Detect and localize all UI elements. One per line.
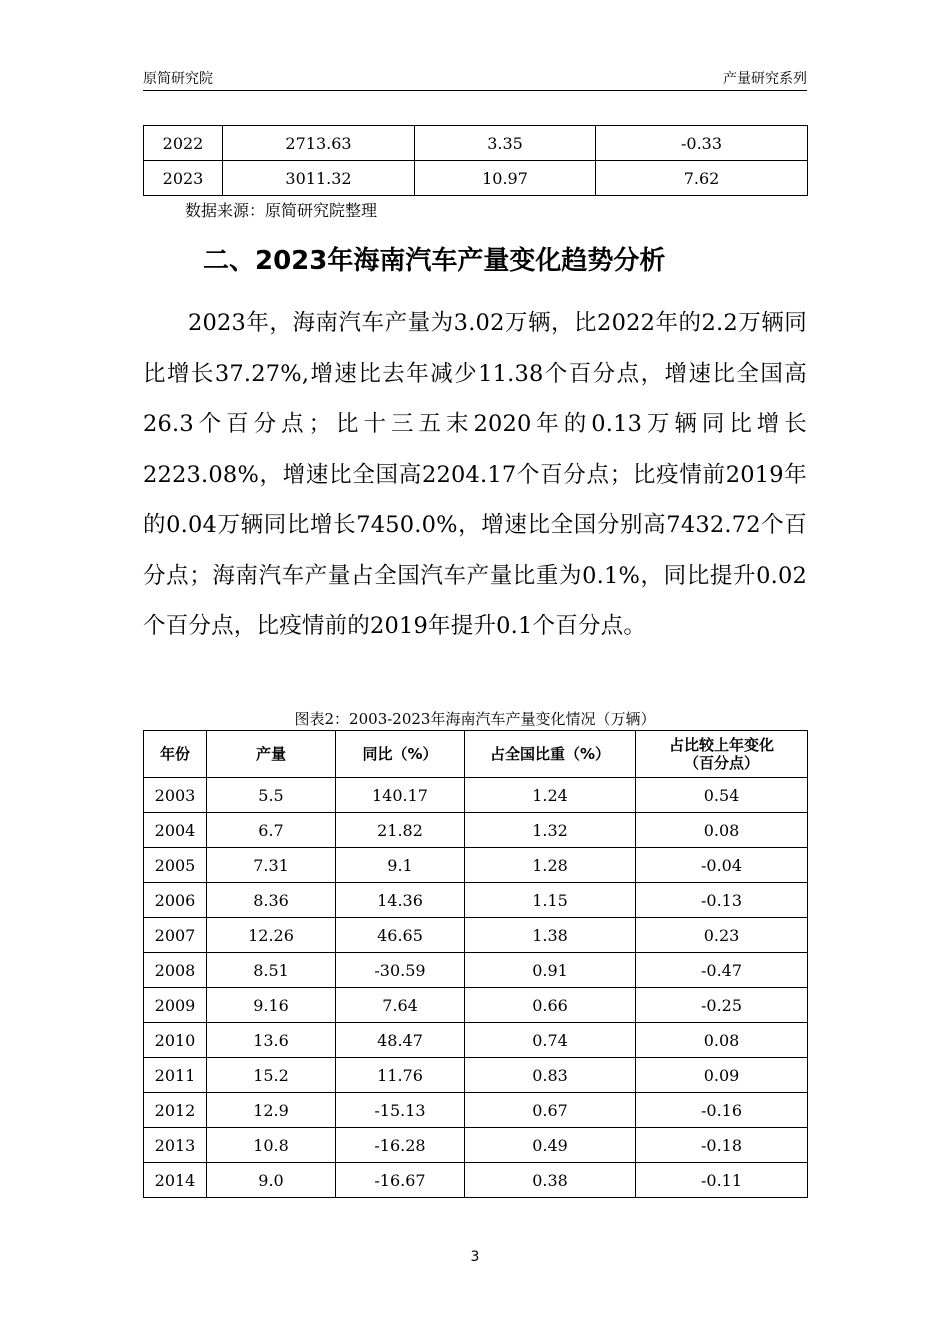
table-cell: 0.08 bbox=[636, 813, 808, 848]
column-header: 产量 bbox=[207, 731, 336, 778]
table-cell: 2005 bbox=[144, 848, 207, 883]
data-source-note: 数据来源：原简研究院整理 bbox=[185, 201, 378, 220]
table-cell: 10.97 bbox=[415, 161, 596, 196]
table-cell: 9.0 bbox=[207, 1163, 336, 1198]
table-cell: 0.23 bbox=[636, 918, 808, 953]
table-cell: -0.04 bbox=[636, 848, 808, 883]
table-cell: -16.67 bbox=[336, 1163, 465, 1198]
table-cell: 1.24 bbox=[465, 778, 636, 813]
table-row bbox=[144, 1023, 808, 1058]
table-cell: 1.38 bbox=[465, 918, 636, 953]
table-row bbox=[144, 778, 808, 813]
table-row bbox=[144, 1058, 808, 1093]
table-cell: 2007 bbox=[144, 918, 207, 953]
table-cell: -0.13 bbox=[636, 883, 808, 918]
table-cell: 12.26 bbox=[207, 918, 336, 953]
table-cell: 7.31 bbox=[207, 848, 336, 883]
table-cell: -0.25 bbox=[636, 988, 808, 1023]
table-cell: 6.7 bbox=[207, 813, 336, 848]
production-trend-table bbox=[143, 730, 808, 1198]
table-cell: -0.16 bbox=[636, 1093, 808, 1128]
table-cell: 0.54 bbox=[636, 778, 808, 813]
table-cell: 1.15 bbox=[465, 883, 636, 918]
table-cell: 11.76 bbox=[336, 1058, 465, 1093]
table-cell: 0.08 bbox=[636, 1023, 808, 1058]
table-cell: 2013 bbox=[144, 1128, 207, 1163]
table-cell: 0.67 bbox=[465, 1093, 636, 1128]
table-cell: 14.36 bbox=[336, 883, 465, 918]
table-cell: 3011.32 bbox=[223, 161, 415, 196]
table-cell: 0.66 bbox=[465, 988, 636, 1023]
analysis-paragraph: 2023年，海南汽车产量为3.02万辆，比2022年的2.2万辆同比增长37.27%,增速比去年减少11.38个百分点，增速比全国高26.3个百分点；比十三五末2020年的0.13万辆同比增长2223.08%，增速比全国高2204.17个百分点；比疫情前2019年的0.04万辆同比增长7450.0%，增速比全国分别高7432.72个百分点；海南汽车产量占全国汽车产量比重为0.1%，同比提升0.02个百分点，比疫情前的2019年提升0.1个百分点。 bbox=[143, 310, 807, 639]
table-cell: 8.36 bbox=[207, 883, 336, 918]
table-cell: -30.59 bbox=[336, 953, 465, 988]
table-cell: -0.11 bbox=[636, 1163, 808, 1198]
continued-data-table bbox=[143, 125, 808, 196]
table-cell: 2011 bbox=[144, 1058, 207, 1093]
table-cell: 2010 bbox=[144, 1023, 207, 1058]
table-cell: 2022 bbox=[144, 126, 223, 161]
table-row bbox=[144, 126, 808, 161]
table-row bbox=[144, 1163, 808, 1198]
table-cell: 2009 bbox=[144, 988, 207, 1023]
table-cell: -0.47 bbox=[636, 953, 808, 988]
table-cell: 8.51 bbox=[207, 953, 336, 988]
page-header bbox=[143, 62, 807, 91]
table-cell: 1.32 bbox=[465, 813, 636, 848]
table-row bbox=[144, 161, 808, 196]
table-cell: 2023 bbox=[144, 161, 223, 196]
table-cell: 2012 bbox=[144, 1093, 207, 1128]
table-cell: 2004 bbox=[144, 813, 207, 848]
table-row bbox=[144, 1093, 808, 1128]
table-cell: 0.91 bbox=[465, 953, 636, 988]
table-cell: 2003 bbox=[144, 778, 207, 813]
header-org: 原简研究院 bbox=[143, 71, 213, 87]
table-cell: -0.33 bbox=[596, 126, 808, 161]
table-cell: 21.82 bbox=[336, 813, 465, 848]
table-cell: 2008 bbox=[144, 953, 207, 988]
table-cell: -0.18 bbox=[636, 1128, 808, 1163]
table-cell: 2006 bbox=[144, 883, 207, 918]
table-row bbox=[144, 988, 808, 1023]
table-cell: 10.8 bbox=[207, 1128, 336, 1163]
table-cell: 0.74 bbox=[465, 1023, 636, 1058]
table-row bbox=[144, 918, 808, 953]
table-row bbox=[144, 848, 808, 883]
table-cell: 1.28 bbox=[465, 848, 636, 883]
table-cell: 15.2 bbox=[207, 1058, 336, 1093]
table-cell: 7.64 bbox=[336, 988, 465, 1023]
table-row bbox=[144, 953, 808, 988]
table-cell: -16.28 bbox=[336, 1128, 465, 1163]
column-header: 同比（%） bbox=[336, 731, 465, 778]
table-cell: 5.5 bbox=[207, 778, 336, 813]
table-row bbox=[144, 813, 808, 848]
table-cell: 13.6 bbox=[207, 1023, 336, 1058]
table-cell: 3.35 bbox=[415, 126, 596, 161]
column-header: 年份 bbox=[144, 731, 207, 778]
table-cell: 7.62 bbox=[596, 161, 808, 196]
table-cell: 2014 bbox=[144, 1163, 207, 1198]
header-series: 产量研究系列 bbox=[723, 71, 807, 87]
table-cell: 9.1 bbox=[336, 848, 465, 883]
table-cell: 0.38 bbox=[465, 1163, 636, 1198]
table-row bbox=[144, 1128, 808, 1163]
table-cell: 48.47 bbox=[336, 1023, 465, 1058]
column-header: 占全国比重（%） bbox=[465, 731, 636, 778]
table-cell: -15.13 bbox=[336, 1093, 465, 1128]
table-cell: 2713.63 bbox=[223, 126, 415, 161]
table-cell: 0.83 bbox=[465, 1058, 636, 1093]
table-cell: 9.16 bbox=[207, 988, 336, 1023]
table-caption: 图表2：2003-2023年海南汽车产量变化情况（万辆） bbox=[294, 710, 656, 728]
section-heading: 二、2023年海南汽车产量变化趋势分析 bbox=[203, 246, 666, 276]
table-cell: 12.9 bbox=[207, 1093, 336, 1128]
table-cell: 0.09 bbox=[636, 1058, 808, 1093]
table-cell: 46.65 bbox=[336, 918, 465, 953]
table-cell: 140.17 bbox=[336, 778, 465, 813]
table-row bbox=[144, 883, 808, 918]
page-number: 3 bbox=[470, 1249, 480, 1265]
table-cell: 0.49 bbox=[465, 1128, 636, 1163]
column-header: 占比较上年变化 （百分点） bbox=[636, 731, 808, 778]
